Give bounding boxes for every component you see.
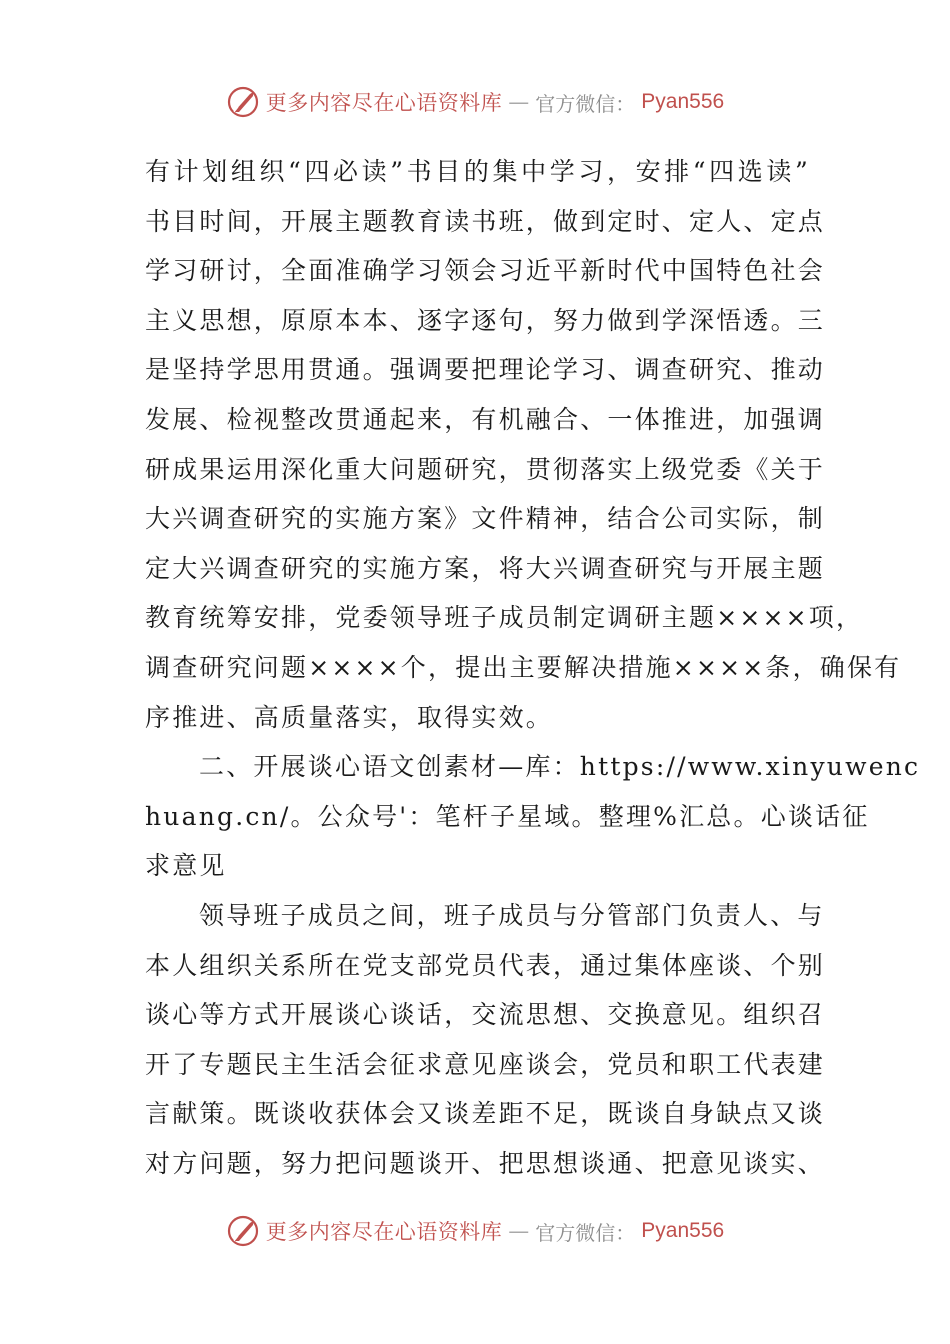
footer-wechat-label: 官方微信： xyxy=(535,1220,636,1245)
quill-pen-logo-icon xyxy=(226,1214,260,1248)
body-line: 定大兴调查研究的实施方案，将大兴调查研究与开展主题 xyxy=(145,553,826,583)
section-heading-line: huang.cn/。公众号'：笔杆子星域。整理%汇总。心谈话征 xyxy=(145,801,870,831)
section-heading-line: 求意见 xyxy=(145,851,227,881)
document-body xyxy=(145,147,921,1188)
body-line: 学习研讨，全面准确学习领会习近平新时代中国特色社会 xyxy=(145,256,826,286)
body-line: 开了专题民主生活会征求意见座谈会，党员和职工代表建 xyxy=(145,1049,826,1079)
body-line: 书目时间，开展主题教育读书班，做到定时、定人、定点 xyxy=(145,206,826,236)
body-line: 本人组织关系所在党支部党员代表，通过集体座谈、个别 xyxy=(145,950,826,980)
footer-banner xyxy=(0,1209,950,1253)
footer-wechat-id: Pyan556 xyxy=(641,1219,725,1242)
header-wechat-label: 官方微信： xyxy=(535,91,636,116)
body-line: 谈心等方式开展谈心谈话，交流思想、交换意见。组织召 xyxy=(145,1000,826,1030)
body-line: 大兴调查研究的实施方案》文件精神，结合公司实际，制 xyxy=(145,504,826,534)
body-line: 发展、检视整改贯通起来，有机融合、一体推进，加强调 xyxy=(145,404,826,434)
body-line: 研成果运用深化重大问题研究，贯彻落实上级党委《关于 xyxy=(145,454,826,484)
body-line: 是坚持学思用贯通。强调要把理论学习、调查研究、推动 xyxy=(145,355,826,385)
section-heading-line: 二、开展谈心语文创素材—库：https://www.xinyuwenc xyxy=(199,752,921,782)
body-line: 教育统筹安排，党委领导班子成员制定调研主题××××项， xyxy=(145,603,864,633)
footer-slogan: 更多内容尽在心语资料库 xyxy=(265,1220,503,1244)
body-line: 领导班子成员之间，班子成员与分管部门负责人、与 xyxy=(199,900,825,930)
header-separator: — xyxy=(508,90,530,114)
body-line: 序推进、高质量落实，取得实效。 xyxy=(145,702,554,732)
body-line: 对方问题，努力把问题谈开、把思想谈通、把意见谈实、 xyxy=(145,1148,826,1178)
header-wechat-id: Pyan556 xyxy=(641,90,725,113)
body-line: 言献策。既谈收获体会又谈差距不足，既谈自身缺点又谈 xyxy=(145,1099,826,1129)
header-banner xyxy=(0,80,950,124)
quill-pen-logo-icon xyxy=(226,85,260,119)
body-line: 有计划组织“四必读”书目的集中学习，安排“四选读” xyxy=(145,157,810,186)
header-slogan: 更多内容尽在心语资料库 xyxy=(265,91,503,115)
footer-separator: — xyxy=(508,1219,530,1243)
body-line: 调查研究问题××××个，提出主要解决措施××××条，确保有 xyxy=(145,652,902,682)
body-line: 主义思想，原原本本、逐字逐句，努力做到学深悟透。三 xyxy=(145,305,826,335)
